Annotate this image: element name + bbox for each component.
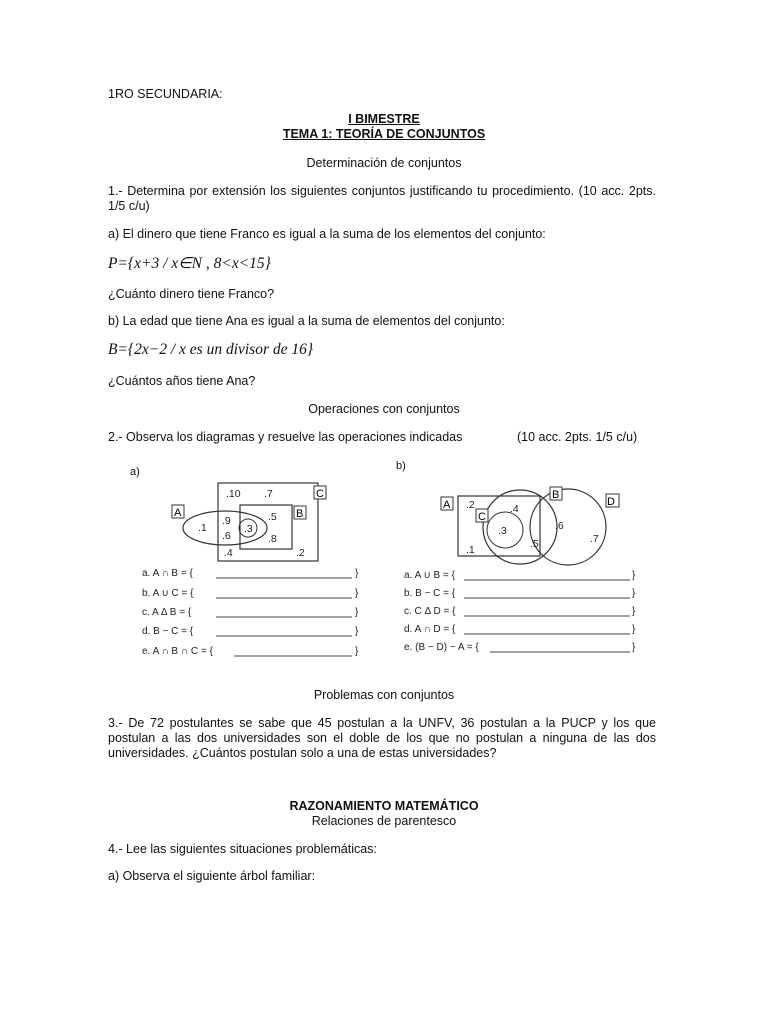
element: .4 (510, 503, 519, 515)
element: .7 (264, 488, 273, 500)
operation-b-a (404, 570, 636, 581)
subtitle-parentesco: Relaciones de parentesco (311, 814, 457, 828)
element: .2 (296, 547, 305, 559)
question-2: 2.- Observa los diagramas y resuelve las operaciones indicadas (108, 430, 463, 444)
set-a-label: A (443, 499, 451, 511)
close-brace: } (355, 607, 359, 618)
question-4: 4.- Lee las siguientes situaciones problemáticas: (108, 842, 377, 856)
operation-a-e (142, 646, 359, 657)
set-d-label: D (607, 496, 615, 508)
section-title-determinacion: Determinación de conjuntos (306, 156, 462, 170)
section-title-operaciones: Operaciones con conjuntos (308, 402, 460, 416)
venn-diagram-a (160, 478, 350, 568)
operations-b (400, 566, 640, 656)
element: .8 (268, 533, 277, 545)
operation-label: a. A ∪ B = { (404, 570, 455, 581)
grade-label: 1RO SECUNDARIA: (108, 87, 223, 101)
operation-label: b. B − C = { (404, 588, 456, 599)
operation-b-d (404, 624, 636, 635)
operations-a (138, 564, 368, 664)
close-brace: } (355, 568, 359, 579)
operation-label: e. (B − D) − A = { (404, 642, 479, 653)
operation-label: c. A Δ B = { (142, 607, 192, 618)
question-1b: b) La edad que tiene Ana es igual a la suma de elementos del conjunto: (108, 314, 505, 328)
operation-a-d (142, 626, 359, 637)
set-c-label: C (478, 511, 486, 523)
operation-b-c (404, 606, 636, 617)
set-b-formula: B={2x−2 / x es un divisor de 16} (108, 341, 314, 358)
operation-label: d. A ∩ D = { (404, 624, 456, 635)
element: .2 (466, 499, 475, 511)
period-title: I BIMESTRE (348, 112, 420, 126)
close-brace: } (632, 588, 636, 599)
diagram-a-label: a) (130, 466, 140, 478)
element: .6 (222, 530, 231, 542)
element: .3 (244, 523, 253, 535)
operation-b-b (404, 588, 636, 599)
operation-a-c (142, 607, 359, 618)
question-1b-ask: ¿Cuántos años tiene Ana? (108, 374, 256, 388)
set-d-region (530, 489, 606, 565)
venn-diagram-b (432, 478, 632, 568)
close-brace: } (632, 624, 636, 635)
element: .5 (268, 511, 277, 523)
set-a-label: A (174, 507, 182, 519)
set-p-formula: P={x+3 / x∈N , 8<x<15} (108, 255, 271, 272)
question-3: 3.- De 72 postulantes se sabe que 45 postulan a la UNFV, 36 postulan a la PUCP y los que postulan a las dos universidades son el doble de los que no postulan a ninguna de las dos universidades. ¿Cuántos postulan solo a una de estas universidades? (108, 716, 656, 760)
question-1: 1.- Determina por extensión los siguientes conjuntos justificando tu procedimiento. (10 acc. 2pts. 1/5 c/u) (108, 184, 656, 213)
close-brace: } (632, 606, 636, 617)
section-title-razonamiento: RAZONAMIENTO MATEMÁTICO (289, 799, 479, 813)
question-1a: a) El dinero que tiene Franco es igual a la suma de los elementos del conjunto: (108, 227, 546, 241)
element: .1 (198, 522, 207, 534)
element: .5 (530, 538, 539, 550)
element: .9 (222, 515, 231, 527)
element: .6 (555, 520, 564, 532)
set-b-region (483, 489, 560, 564)
operation-label: c. C Δ D = { (404, 606, 456, 617)
operation-b-e (404, 642, 636, 653)
element: .3 (498, 525, 507, 537)
element: .1 (466, 544, 475, 556)
operation-a-a (142, 568, 359, 579)
close-brace: } (355, 646, 359, 657)
close-brace: } (632, 642, 636, 653)
question-4a: a) Observa el siguiente árbol familiar: (108, 869, 316, 883)
close-brace: } (632, 570, 636, 581)
section-title-problemas: Problemas con conjuntos (313, 688, 455, 702)
diagram-b-label: b) (396, 460, 406, 472)
element: .7 (590, 533, 599, 545)
question-1a-ask: ¿Cuánto dinero tiene Franco? (108, 287, 275, 301)
set-b-label: B (552, 489, 560, 501)
close-brace: } (355, 588, 359, 599)
operation-label: e. A ∩ B ∩ C = { (142, 646, 213, 657)
element: .4 (224, 547, 233, 559)
question-2-points: (10 acc. 2pts. 1/5 c/u) (517, 430, 638, 444)
topic-title: TEMA 1: TEORÍA DE CONJUNTOS (282, 127, 486, 141)
element: .10 (226, 488, 241, 500)
operation-label: a. A ∩ B = { (142, 568, 193, 579)
operation-a-b (142, 588, 359, 599)
operation-label: b. A ∪ C = { (142, 588, 194, 599)
close-brace: } (355, 626, 359, 637)
set-b-label: B (296, 508, 304, 520)
set-c-label: C (316, 488, 324, 500)
operation-label: d. B − C = { (142, 626, 194, 637)
